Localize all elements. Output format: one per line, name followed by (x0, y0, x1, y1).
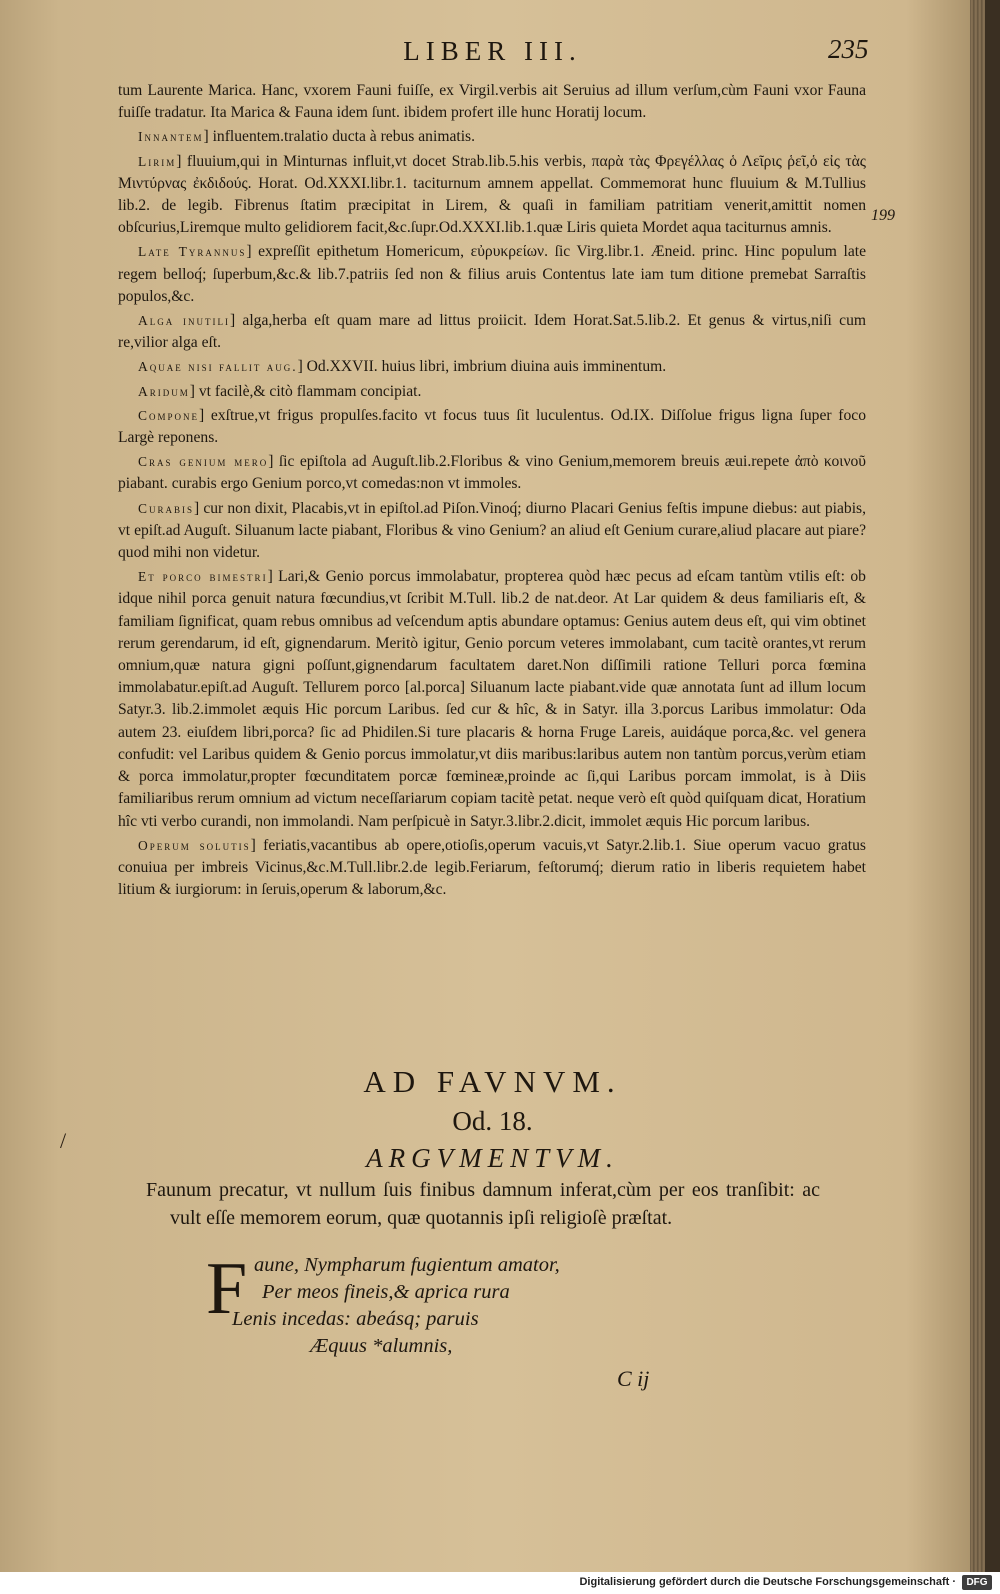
lemma: Operum solutis (138, 837, 251, 853)
commentary-paragraph (118, 405, 866, 449)
dfg-logo: DFG (962, 1575, 992, 1590)
initial-letter: F (206, 1248, 248, 1330)
lemma: Late Tyrannus (138, 244, 247, 260)
commentary-paragraph (118, 451, 866, 495)
commentary-paragraph (118, 126, 866, 148)
commentary-paragraph (118, 310, 866, 354)
verse-line: Æquus *alumnis, (310, 1335, 453, 1357)
commentary-paragraph (118, 498, 866, 565)
commentary-text: ] expreſſit epithetum Homericum, εὐρυκρείων. ſic Virg.libr.1. Æneid. princ. Hinc populum late regem belloq́; ſuperbum,&c.& lib.7.patriis ſed non & filius aruis Contentus late iam tum ditione premebat Sarraſtis populos,&c. (118, 243, 866, 305)
commentary-paragraph (118, 566, 866, 832)
commentary-paragraph (118, 835, 866, 902)
commentary-text: ] fluuium,qui in Minturnas influit,vt docet Strab.lib.5.his verbis, παρὰ τὰς Φρεγέλλας ὁ Λεῖρις ῥεῖ,ὁ εἰς τὰς Μιντύρνας ἐκδιδούς. Horat. Od.XXXI.libr.1. taciturnum amnem appellat. Commemorat hunc fluuium & M.Tullius lib.2. de legib. Fibrenus ſtatim præcipitat in Lirem, & quaſi in familiam patritiam venerit,amittit nomen obſcurius,Liremque multo gelidiorem facit,&c.ſupr.Od.XXXI.lib.1.quæ Liris quieta Mordet aqua taciturnus amnis. (118, 152, 866, 237)
margin-number: 199 (871, 207, 895, 224)
running-head: LIBER III. (403, 36, 582, 66)
lemma: Innantem (138, 129, 204, 145)
signature-mark: C ij (617, 1366, 650, 1391)
commentary-paragraph (118, 80, 866, 124)
lemma: Et porco bimestri (138, 569, 268, 585)
verse-line: Lenis incedas: abeásq; paruis (232, 1308, 479, 1330)
footer-credit: Digitalisierung gefördert durch die Deutsche Forschungsgemeinschaft · (579, 1576, 956, 1588)
ode-number: Od. 18. (452, 1106, 533, 1136)
lemma: Aquae nisi fallit aug. (138, 359, 298, 375)
commentary-text: ] exſtrue,vt frigus propulſes.facito vt focus tuus ſit luculentus. Od.IX. Diſſolue frigus ligna ſuper foco Largè reponens. (118, 406, 866, 447)
lemma: Compone (138, 407, 200, 423)
margin-mark: / (60, 1128, 67, 1153)
verse-line: aune, Nympharum fugientum amator, (254, 1254, 560, 1276)
commentary-block (118, 80, 866, 903)
commentary-paragraph (118, 241, 866, 308)
commentary-text: ] cur non dixit, Placabis,vt in epiſtol.ad Piſon.Vinoq́; diurno Placari Genius feſtis impune diebus: aut piabis, vt epiſt.ad Auguſt. Siluanum lacte piabant, Floribus & vino Genium? an aliud eſt Genium curare,aliud placare aut piare? quod mihi non videtur. (118, 499, 866, 562)
footer-bar (0, 1572, 1000, 1594)
commentary-paragraph (118, 356, 866, 378)
commentary-text: ] influentem.tralatio ducta à rebus animatis. (203, 128, 475, 146)
verse-line: Per meos fineis,& aprica rura (262, 1281, 510, 1303)
argument-text: Faunum precatur, vt nullum ſuis finibus damnum inferat,cùm per eos tranſibit: ac vult eſſe memorem eorum, quæ quotannis ipſi religioſè præſtat. (146, 1179, 820, 1229)
folio-number: 235 (828, 34, 869, 64)
commentary-text: ] alga,herba eſt quam mare ad littus proiicit. Idem Horat.Sat.5.lib.2. Et genus & virtus,niſi cum re,vilior alga eſt. (118, 312, 866, 352)
lemma: Alga inutili (138, 313, 230, 329)
commentary-text: ] vt facilè,& citò flammam concipiat. (189, 382, 422, 400)
lemma: Curabis (138, 500, 195, 516)
commentary-text: ] ſic epiſtola ad Auguſt.lib.2.Floribus & vino Genium,memorem breuis æui.repete ἀπὸ κοινοῦ piabant. curabis ergo Genium porco,vt comedas:non vt immoles. (118, 453, 867, 493)
ode-title: AD FAVNVM. (363, 1064, 622, 1099)
commentary-text: tum Laurente Marica. Hanc, vxorem Fauni fuiſſe, ex Virgil.verbis ait Seruius ad illum verſum,cùm Fauni vxor Fauna fuiſſe tradatur. Ita Marica & Fauna idem ſunt. ibidem profert ille hunc Horatij locum. (118, 82, 866, 122)
commentary-text: ] Od.XXVII. huius libri, imbrium diuina auis imminentum. (297, 358, 667, 376)
lemma: Lirim (138, 153, 177, 169)
commentary-paragraph (118, 381, 866, 403)
commentary-paragraph (118, 151, 866, 240)
page-fore-edge (970, 0, 985, 1594)
argument-heading: ARGVMENTVM. (366, 1143, 619, 1173)
lemma: Aridum (138, 383, 190, 399)
commentary-text: ] feriatis,vacantibus ab opere,otioſis,operum vacuis,vt Satyr.2.lib.1. Siue operum vacuo gratus conuiua per imbreis Vicinus,&c.M.Tull.libr.2.de legib.Feriarum, feſtorumq́; dierum ratio in liberis requietem habet litium & iurgiorum: in ſeruis,operum & laborum,&c. (118, 836, 866, 899)
lemma: Cras genium mero (138, 454, 269, 470)
commentary-text: ] Lari,& Genio porcus immolabatur, propterea quòd hæc pecus ad eſcam tantùm vtilis eſt: ob idque nihil porca genuit natura fœcundius,vt ſcribit M.Tull. lib.2 de nat.deor. At Lar quidem & deus familiaris eſt, & familiam ſignificat, quam rebus omnibus ad veſcendum aptis abundare optamus: Genius autem deus eſt, qui vim obtinet rerum gerendarum, id eſt, gignendarum. Meritò igitur, Genio porcum veteres immolabant, cum tacitè orantes,vt rerum omnium,quæ natura gigni poſſunt,gignendarum facultatem daret.Non diſſimili ratione Telluri porca fœmina immolabatur.epiſt.ad Auguſt. Tellurem porco [al.porca] Siluanum lacte piabant.vide quæ annotata ſunt ad illum locum Satyr.3. lib.2.immolet æquis Hic porcum Laribus. ſed cur & hîc, & in Satyr. illa 3.porcus Laribus immolatur: Oda autem 23. eiuſdem libri,porca? ſic ad Phidilen.Si ture placaris & horna Fruge Lareis, auidáque porca,&c. vel genera confudit: vel Laribus quidem & Genio porcus immolatur,vt diis maribus:laribus autem non tantùm porcus,verùm etiam & porca immolatur,propter fœcunditatem porcæ fœmineæ,proinde ac ſi,qui Laribus porcam immolat, is à Diis familiaribus rerum omnium ad victum neceſſariarum copiam tacitè petat. neque verò eſt quòd quiſquam dicat, Horatium hîc vti verbo curandi, non immolandi. Nam perſpicuè in Satyr.3.libr.2.dicit, immolet æquis Hic porcum laribus. (118, 568, 866, 830)
